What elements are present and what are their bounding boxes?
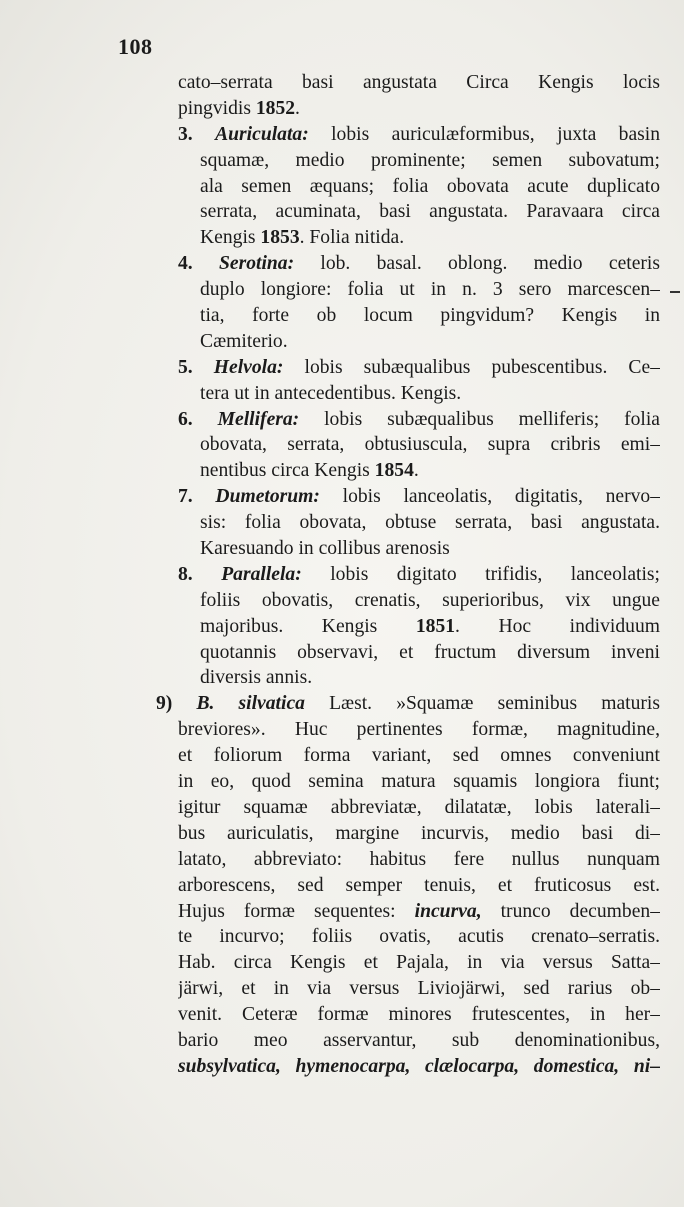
text-line: tia, forte ob locum pingvidum? Kengis in	[200, 305, 660, 327]
text-line: 9) B. silvatica Læst. »Squamæ seminibus maturis	[156, 693, 660, 715]
text-line: Hujus formæ sequentes: incurva, trunco decumben–	[178, 900, 660, 922]
text-line: pingvidis 1852.	[178, 97, 300, 119]
text-line: 7. Dumetorum: lobis lanceolatis, digitatis, nervo–	[178, 486, 660, 508]
text-line: in eo, quod semina matura squamis longiora fiunt;	[178, 771, 660, 793]
text-line: arborescens, sed semper tenuis, et fruticosus est.	[178, 874, 660, 896]
text-line: foliis obovatis, crenatis, superioribus, vix ungue	[200, 589, 660, 611]
text-line: quotannis observavi, et fructum diversum inveni	[200, 641, 660, 663]
body-text	[156, 70, 660, 1080]
text-line: latato, abbreviato: habitus fere nullus nunquam	[178, 848, 660, 870]
text-line: et foliorum forma variant, sed omnes conveniunt	[178, 745, 660, 767]
text-line: 8. Parallela: lobis digitato trifidis, lanceolatis;	[178, 563, 660, 585]
text-line: sis: folia obovata, obtuse serrata, basi angustata.	[200, 512, 660, 534]
text-line: 5. Helvola: lobis subæqualibus pubescentibus. Ce–	[178, 356, 660, 378]
text-line: 4. Serotina: lob. basal. oblong. medio ceteris	[178, 253, 660, 275]
paragraph-parallela	[178, 562, 660, 691]
text-line: 3. Auriculata: lobis auriculæformibus, juxta basin	[178, 123, 660, 145]
text-line: squamæ, medio prominente; semen subovatum;	[200, 149, 660, 171]
text-line: Cæmiterio.	[200, 330, 288, 352]
paragraph-silvatica	[156, 691, 660, 1079]
text-line: Hab. circa Kengis et Pajala, in via versus Satta–	[178, 952, 660, 974]
text-line: subsylvatica, hymenocarpa, clælocarpa, domestica, ni–	[178, 1055, 660, 1077]
text-line: venit. Ceteræ formæ minores frutescentes, in her–	[178, 1004, 660, 1026]
text-line: Kengis 1853. Folia nitida.	[200, 227, 405, 249]
text-line: majoribus. Kengis 1851. Hoc individuum	[200, 615, 660, 637]
paragraph-helvola	[178, 355, 660, 407]
text-line: igitur squamæ abbreviatæ, dilatatæ, lobis laterali–	[178, 796, 660, 818]
paragraph-serotina	[178, 251, 660, 355]
text-line: nentibus circa Kengis 1854.	[200, 460, 419, 482]
text-line: cato–serrata basi angustata Circa Kengis locis	[178, 72, 660, 93]
text-line: bario meo asservantur, sub denominationibus,	[178, 1029, 660, 1051]
text-line: duplo longiore: folia ut in n. 3 sero marcescen–	[200, 279, 660, 301]
text-line: serrata, acuminata, basi angustata. Paravaara circa	[200, 201, 660, 223]
edge-mark	[670, 291, 680, 293]
page-number: 108	[118, 34, 153, 59]
text-line: järwi, et in via versus Liviojärwi, sed rarius ob–	[178, 978, 660, 1000]
text-line: obovata, serrata, obtusiuscula, supra cribris emi–	[200, 434, 660, 456]
paragraph-mellifera	[178, 407, 660, 485]
text-line: breviores». Huc pertinentes formæ, magnitudine,	[178, 719, 660, 741]
text-line: diversis annis.	[200, 667, 313, 689]
text-line: tera ut in antecedentibus. Kengis.	[200, 382, 462, 404]
paragraph-auriculata	[178, 122, 660, 251]
paragraph-intro	[178, 70, 660, 122]
text-line: Karesuando in collibus arenosis	[200, 538, 450, 560]
text-line: te incurvo; foliis ovatis, acutis crenato–serratis.	[178, 926, 660, 948]
text-line: 6. Mellifera: lobis subæqualibus melliferis; folia	[178, 408, 660, 430]
text-line: ala semen æquans; folia obovata acute duplicato	[200, 175, 660, 197]
text-line: bus auriculatis, margine incurvis, medio basi di–	[178, 822, 660, 844]
paragraph-dumetorum	[178, 484, 660, 562]
